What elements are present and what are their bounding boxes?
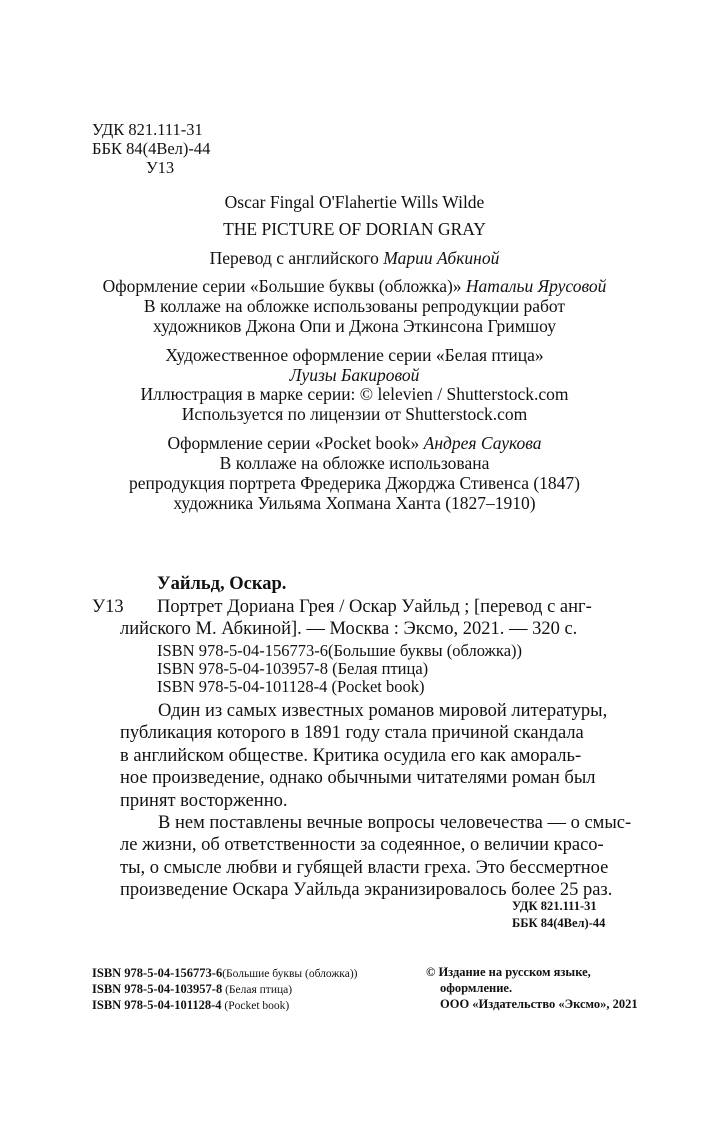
translation-credit [0,248,709,269]
footer-isbn3-number: ISBN 978-5-04-101128-4 [92,998,222,1012]
copyright-line2: оформление. [440,981,513,995]
translation-prefix: Перевод с английского [209,248,384,268]
annotation-paragraph-2 [120,812,643,902]
series1-prefix: Оформление серии «Большие буквы (обложка)» [102,276,466,296]
annotation-p1-line: Один из самых известных романов мировой литературы, [158,701,608,721]
catalog-entry-line2: лийского М. Абкиной]. — Москва : Эксмо, 2021. — 320 с. [120,619,578,639]
collage2-line1: В коллаже на обложке использована [219,453,490,473]
original-author: Oscar Fingal O'Flahertie Wills Wilde [224,192,485,212]
series1-designer: Натальи Ярусовой [465,276,607,296]
translator-name: Марии Абкиной [383,248,500,268]
collage2-line2: репродукция портрета Фредерика Джорджа Стивенса (1847) [128,473,580,493]
catalog-isbn3: ISBN 978-5-04-101128-4 (Pocket book) [157,677,425,696]
collage2-line3: художника Уильяма Хопмана Ханта (1827–1910) [173,493,536,513]
illustration-line: Иллюстрация в марке серии: © lelevien / Shutterstock.com [140,384,569,404]
author-mark-top: У13 [146,158,175,177]
catalog-isbn1: ISBN 978-5-04-156773-6(Большие буквы (обложка)) [157,641,523,660]
annotation-paragraph-1 [120,700,643,812]
udk-code-bottom: УДК 821.111-31 [512,899,597,913]
series2-designer: Луизы Бакировой [289,365,420,385]
series2-line: Художественное оформление серии «Белая птица» [165,345,544,365]
annotation-p1-line: в английском обществе. Критика осудила его как амораль- [120,745,582,766]
footer-isbn3 [92,996,289,1014]
catalog-entry-line1: Портрет Дориана Грея / Оскар Уайльд ; [перевод с анг- [157,597,592,617]
annotation-p2-line: В нем поставлены вечные вопросы человечества — о смыс- [158,813,632,833]
bbk-code-bottom: ББК 84(4Вел)-44 [512,916,606,930]
footer-isbn3-label: (Pocket book) [221,1000,290,1012]
collage1-line2: художников Джона Опи и Джона Эткинсона Гримшоу [153,316,556,336]
copyright-line3: ООО «Издательство «Эксмо», 2021 [440,997,638,1011]
catalog-heading: Уайльд, Оскар. [157,574,287,594]
series1-credit [0,276,709,297]
footer-isbn2-label: (Белая птица) [222,984,293,996]
catalog-mark: У13 [92,597,124,617]
annotation-p1-line: ное произведение, однако обычными читателями роман был [120,768,596,789]
series3-credit [0,433,709,454]
footer-isbn1-label: (Большие буквы (обложка)) [222,968,358,980]
copyright-line1: © Издание на русском языке, [426,965,591,979]
bbk-code-top: ББК 84(4Вел)-44 [92,139,211,158]
collage1-line1: В коллаже на обложке использованы репродукции работ [143,296,566,316]
original-title: THE PICTURE OF DORIAN GRAY [223,219,486,239]
series3-prefix: Оформление серии «Pocket book» [167,433,424,453]
udk-code-top: УДК 821.111-31 [92,120,203,139]
annotation-p2-line: ле жизни, об ответственности за содеянное, о величии красо- [120,835,604,856]
license-line: Используется по лицензии от Shutterstock.com [181,404,528,424]
annotation-p1-line: публикация которого в 1891 году стала причиной скандала [120,723,584,744]
footer-isbn1-number: ISBN 978-5-04-156773-6 [92,966,223,980]
annotation-p2-line: произведение Оскара Уайльда экранизировалось более 25 раз. [120,880,613,901]
annotation-p2-line: ты, о смысле любви и губящей власти греха. Это бессмертное [120,857,609,878]
catalog-isbn2: ISBN 978-5-04-103957-8 (Белая птица) [157,659,429,678]
annotation-p1-line: принят восторженно. [120,790,288,811]
series3-designer: Андрея Саукова [423,433,542,453]
footer-isbn2-number: ISBN 978-5-04-103957-8 [92,982,223,996]
